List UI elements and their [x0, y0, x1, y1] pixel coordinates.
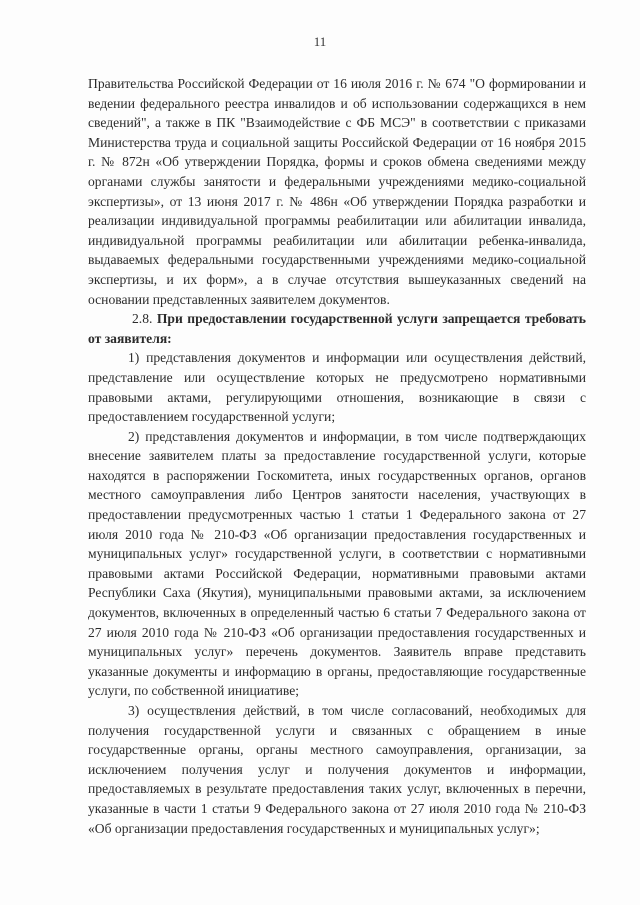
section-number: 2.8. [132, 311, 153, 327]
list-item-2: 2) представления документов и информации, в том числе подтверждающих внесение заявителем платы за предоставление государственной услуги, которые находятся в распоряжении Госкомитета, иных государственных органов, органов местного самоуправления либо Центров занятости населения, участвующих в предоставлении предусмотренных частью 1 статьи 1 Федерального закона от 27 июля 2010 года № 210-ФЗ «Об организации предоставления государственных и муниципальных услуг» государственной услуги, в соответствии с нормативными правовыми актами Российской Федерации, нормативными правовыми актами Республики Саха (Якутия), муниципальными правовыми актами, за исключением документов, включенных в определенный частью 6 статьи 7 Федерального закона от 27 июля 2010 года № 210-ФЗ «Об организации предоставления государственных и муниципальных услуг» перечень документов. Заявитель вправе представить указанные документы и информацию в органы, предоставляющие государственные услуги, по собственной инициативе; [88, 428, 586, 699]
section-heading-bold: При предоставлении государственной услуги запрещается требовать от заявителя: [88, 311, 586, 346]
page-number: 11 [313, 34, 327, 49]
list-item-1: 1) представления документов и информации или осуществления действий, представление или осуществление которых не предусмотрено нормативными правовыми актами, регулирующими отношения, возникающие в связи с предоставлением государственной услуги; [88, 350, 586, 425]
section-2-8-heading [88, 309, 586, 348]
paragraph-continuation: Правительства Российской Федерации от 16 июля 2016 г. № 674 "О формировании и ведении федерального реестра инвалидов и об использовании содержащихся в нем сведений", а также в ПК "Взаимодействие с ФБ МСЭ" в соответствии с приказами Министерства труда и социальной защиты Российской Федерации от 16 ноября 2015 г. № 872н «Об утверждении Порядка, формы и сроков обмена сведениями между органами службы занятости и федеральными учреждениями медико-социальной экспертизы», от 13 июня 2017 г. № 486н «Об утверждении Порядка разработки и реализации индивидуальной программы реабилитации или абилитации инвалида, индивидуальной программы реабилитации или абилитации ребенка-инвалида, выдаваемых федеральными государственными учреждениями медико-социальной экспертизы, и их форм», а в случае отсутствия вышеуказанных сведений на основании представленных заявителем документов. [88, 76, 586, 307]
list-item-3: 3) осуществления действий, в том числе согласований, необходимых для получения государственной услуги и связанных с обращением в иные государственные органы, органы местного самоуправления, организации, за исключением получения услуг и получения документов и информации, предоставляемых в результате предоставления таких услуг, включенных в перечни, указанные в части 1 статьи 9 Федерального закона от 27 июля 2010 года № 210-ФЗ «Об организации предоставления государственных и муниципальных услуг»; [88, 703, 586, 836]
document-body [88, 74, 586, 838]
